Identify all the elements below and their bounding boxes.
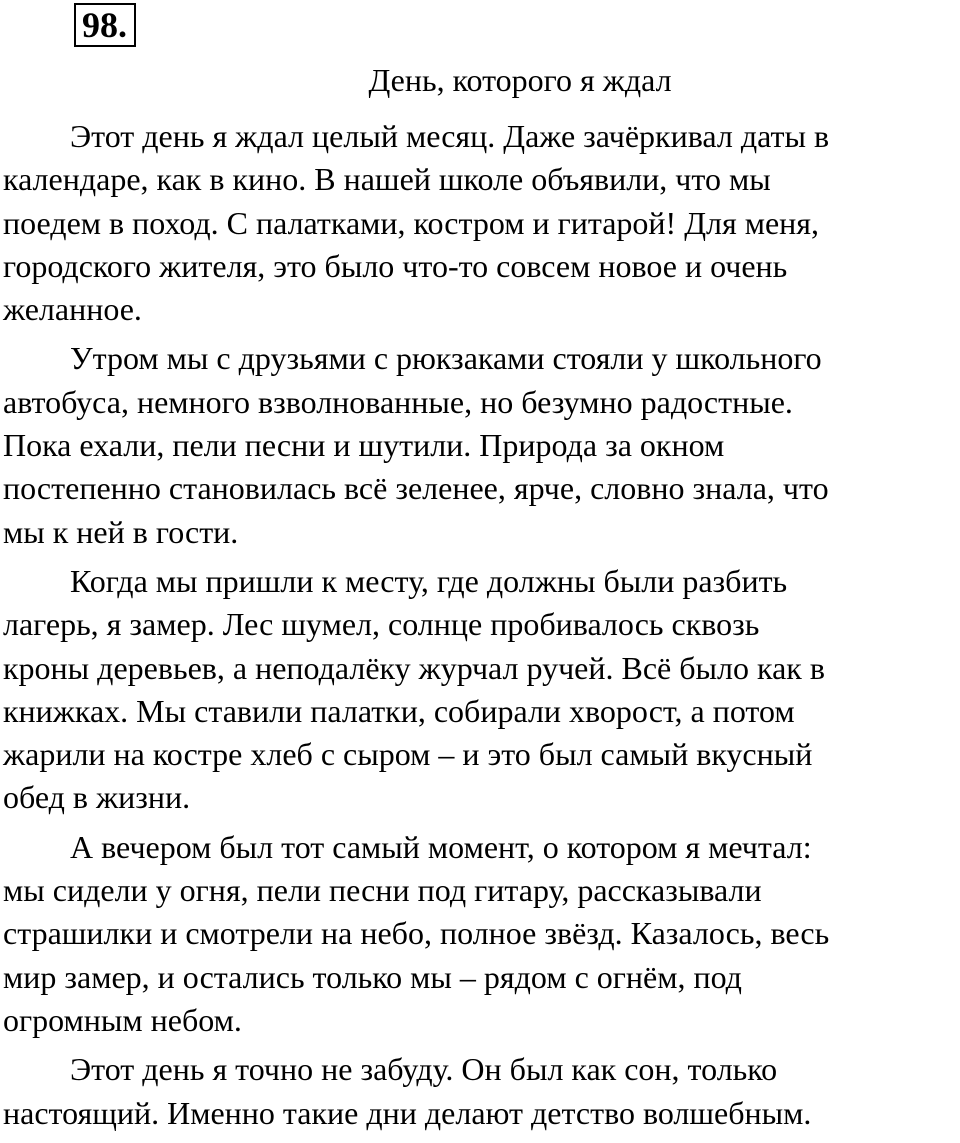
text-line: огромным небом. bbox=[3, 1001, 242, 1038]
text-line: мир замер, и остались только мы – рядом с огнём, под bbox=[3, 958, 742, 995]
paragraph-4 bbox=[3, 826, 958, 1042]
exercise-number: 98. bbox=[82, 5, 127, 45]
text-line: обед в жизни. bbox=[3, 779, 191, 816]
text-line: Этот день я ждал целый месяц. Даже зачёркивал даты в bbox=[70, 118, 830, 154]
exercise-number-box bbox=[74, 3, 136, 47]
text-line: желанное. bbox=[3, 291, 142, 328]
text-line: настоящий. Именно такие дни делают детство волшебным. bbox=[3, 1094, 812, 1131]
text-line: страшилки и смотрели на небо, полное звёзд. Казалось, весь bbox=[3, 915, 830, 952]
text-line: мы к ней в гости. bbox=[3, 513, 239, 550]
text-line: А вечером был тот самый момент, о котором я мечтал: bbox=[70, 828, 812, 865]
text-line: мы сидели у огня, пели песни под гитару, рассказывали bbox=[3, 872, 762, 909]
text-line: календаре, как в кино. В нашей школе объявили, что мы bbox=[3, 161, 771, 198]
text-line: книжках. Мы ставили палатки, собирали хворост, а потом bbox=[3, 692, 795, 729]
text-line: жарили на костре хлеб с сыром – и это был самый вкусный bbox=[3, 736, 813, 773]
paragraph-5 bbox=[3, 1048, 958, 1135]
text-line: Пока ехали, пели песни и шутили. Природа за окном bbox=[3, 427, 725, 464]
text-line: лагерь, я замер. Лес шумел, солнце пробивалось сквозь bbox=[3, 606, 760, 643]
essay-body bbox=[3, 115, 958, 1141]
essay-title: День, которого я ждал bbox=[368, 62, 672, 98]
text-line: кроны деревьев, а неподалёку журчал ручей. Всё было как в bbox=[3, 649, 825, 686]
text-line: Утром мы с друзьями с рюкзаками стояли у школьного bbox=[70, 340, 822, 377]
text-line: Этот день я точно не забуду. Он был как сон, только bbox=[70, 1051, 778, 1088]
paragraph-3 bbox=[3, 560, 958, 820]
paragraph-2 bbox=[3, 337, 958, 553]
text-line: Когда мы пришли к месту, где должны были разбить bbox=[70, 562, 788, 599]
text-line: постепенно становилась всё зеленее, ярче, словно знала, что bbox=[3, 470, 829, 507]
text-line: поедем в поход. С палатками, костром и гитарой! Для меня, bbox=[3, 204, 820, 241]
text-line: автобуса, немного взволнованные, но безумно радостные. bbox=[3, 383, 793, 420]
paragraph-1 bbox=[3, 115, 958, 331]
text-line: городского жителя, это было что-то совсем новое и очень bbox=[3, 247, 788, 284]
